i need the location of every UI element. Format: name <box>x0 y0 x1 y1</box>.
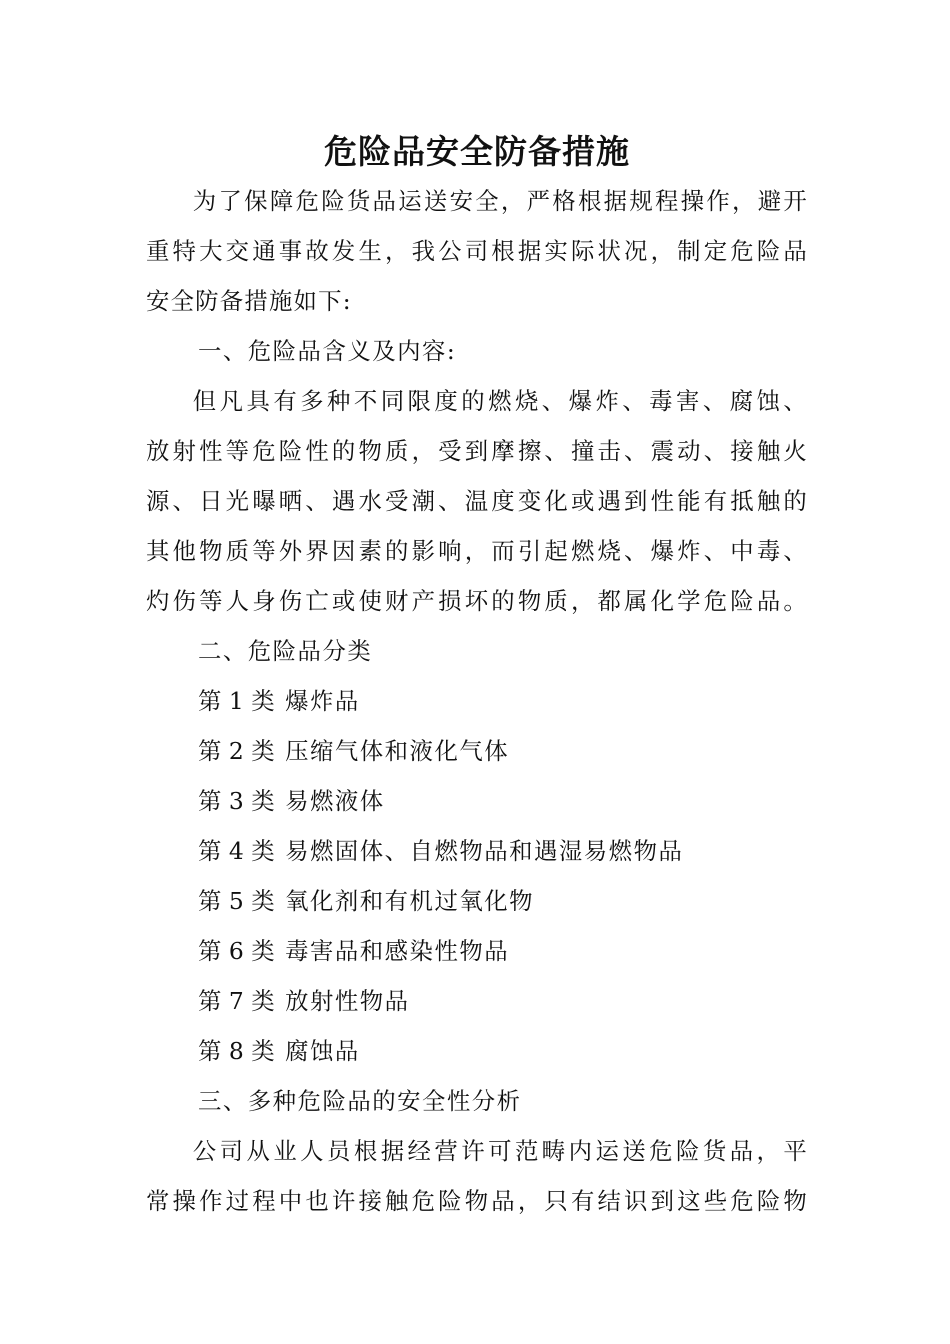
category-item: 第 3 类 易燃液体 <box>198 787 385 815</box>
category-item: 第 7 类 放射性物品 <box>198 987 410 1015</box>
category-item: 第 2 类 压缩气体和液化气体 <box>198 737 510 765</box>
category-item: 第 1 类 爆炸品 <box>198 687 360 715</box>
section1-line-2: 放射性等危险性的物质，受到摩擦、撞击、震动、接触火 <box>146 437 808 465</box>
category-item: 第 6 类 毒害品和感染性物品 <box>198 937 510 965</box>
section3-heading: 三、多种危险品的安全性分析 <box>198 1087 522 1115</box>
document-title: 危险品安全防备措施 <box>324 132 630 171</box>
document-body <box>146 176 808 1226</box>
section1-line-3: 源、日光曝晒、遇水受潮、温度变化或遇到性能有抵触的 <box>146 487 808 515</box>
section3-line-1: 公司从业人员根据经营许可范畴内运送危险货品，平 <box>192 1137 808 1165</box>
category-item: 第 4 类 易燃固体、自燃物品和遇湿易燃物品 <box>198 837 684 865</box>
section2-heading: 二、危险品分类 <box>198 637 373 665</box>
section1-line-4: 其他物质等外界因素的影响，而引起燃烧、爆炸、中毒、 <box>146 537 808 565</box>
intro-line-2: 重特大交通事故发生，我公司根据实际状况，制定危险品 <box>146 237 808 265</box>
section1-line-1: 但凡具有多种不同限度的燃烧、爆炸、毒害、腐蚀、 <box>192 387 808 415</box>
intro-line-3: 安全防备措施如下: <box>146 287 352 315</box>
section1-line-5: 灼伤等人身伤亡或使财产损坏的物质，都属化学危险品。 <box>146 587 808 615</box>
category-item: 第 8 类 腐蚀品 <box>198 1037 360 1065</box>
section1-heading: 一、危险品含义及内容: <box>198 337 457 365</box>
section3-line-2: 常操作过程中也许接触危险物品，只有结识到这些危险物 <box>146 1187 808 1215</box>
intro-line-1: 为了保障危险货品运送安全，严格根据规程操作，避开 <box>192 187 808 215</box>
category-item: 第 5 类 氧化剂和有机过氧化物 <box>198 887 535 915</box>
